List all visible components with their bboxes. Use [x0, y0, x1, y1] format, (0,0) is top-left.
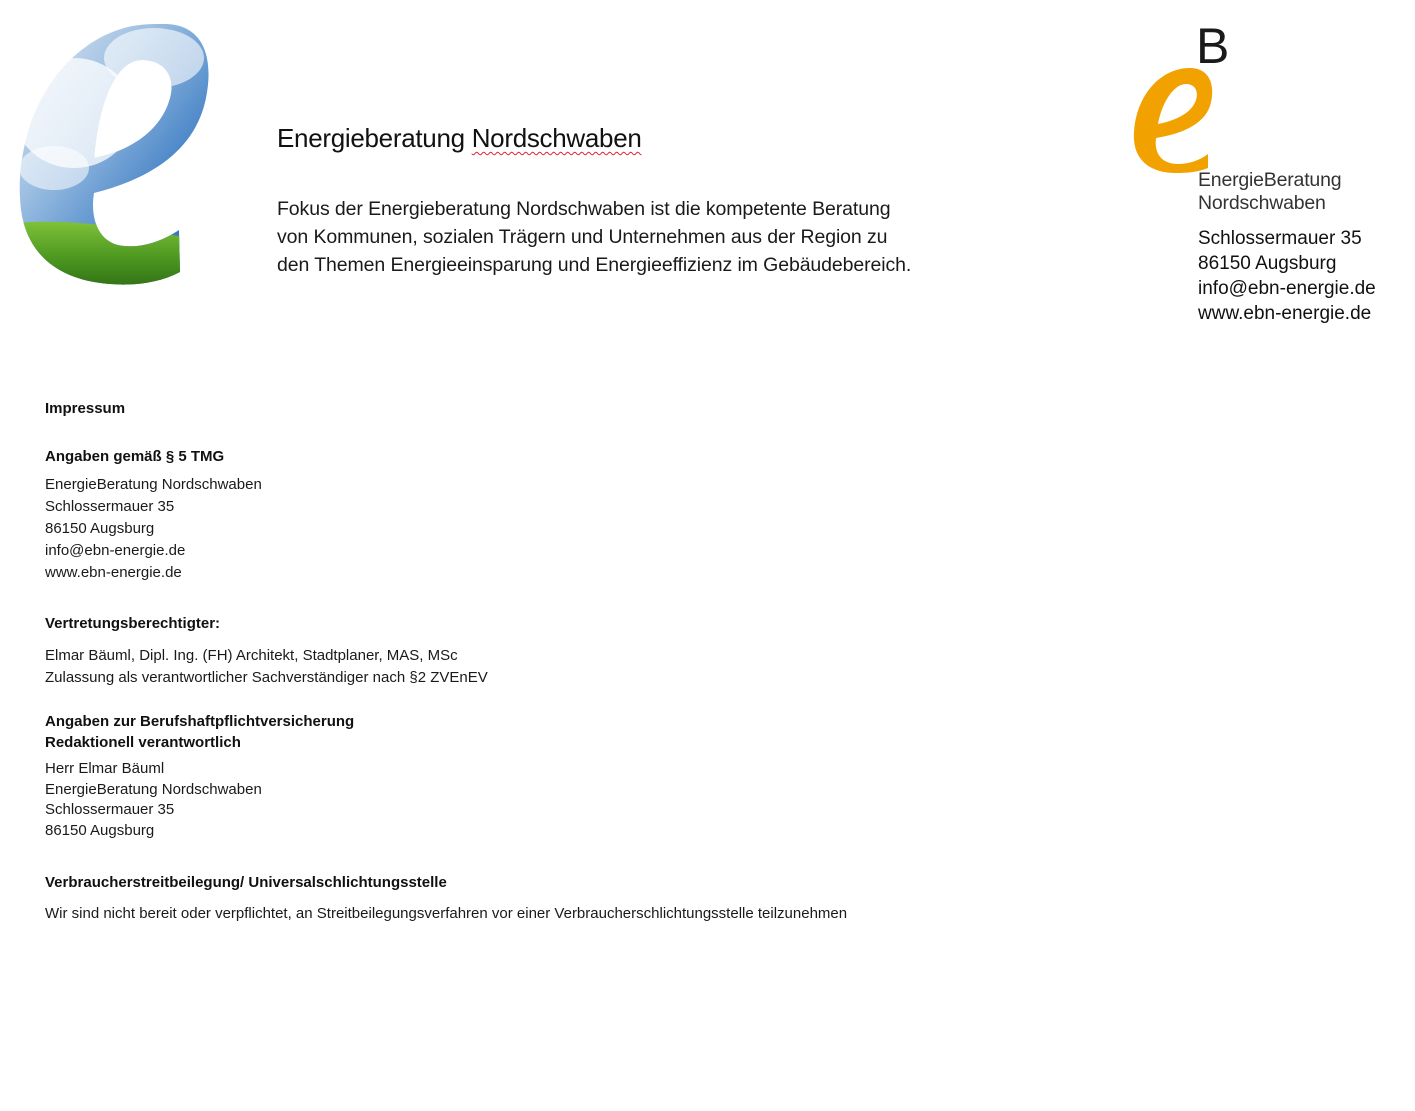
- intro-line: den Themen Energieeinsparung und Energieeffizienz im Gebäudebereich.: [277, 254, 912, 276]
- rep-line: Zulassung als verantwortlicher Sachverständiger nach §2 ZVEnEV: [45, 669, 488, 686]
- brand-line: Nordschwaben: [1198, 192, 1326, 214]
- dispute-text: Wir sind nicht bereit oder verpflichtet, an Streitbeilegungsverfahren vor einer Verbraucherschlichtungsstelle teilzunehmen: [45, 905, 848, 922]
- tmg-line: 86150 Augsburg: [45, 520, 155, 537]
- editorial-address: [45, 759, 262, 842]
- ebn-logo: [1130, 18, 1240, 178]
- impressum-heading: Impressum: [45, 400, 126, 417]
- logo-letter-e: [1134, 68, 1212, 173]
- dispute-heading: Verbraucherstreitbeilegung/ Universalschlichtungsstelle: [45, 874, 447, 891]
- tmg-address: [45, 474, 262, 584]
- intro-line: von Kommunen, sozialen Trägern und Unternehmen aus der Region zu: [277, 226, 888, 248]
- sky-e-logo: [14, 18, 219, 290]
- tmg-line: EnergieBeratung Nordschwaben: [45, 476, 262, 493]
- contact-street: Schlossermauer 35: [1198, 228, 1362, 249]
- editorial-line: Schlossermauer 35: [45, 801, 175, 819]
- intro-paragraph: [277, 195, 1037, 279]
- contact-web[interactable]: www.ebn-energie.de: [1198, 303, 1372, 324]
- representative-info: [45, 645, 488, 689]
- editorial-line: EnergieBeratung Nordschwaben: [45, 780, 262, 798]
- logo-letter-b: B: [1196, 18, 1230, 74]
- contact-email[interactable]: info@ebn-energie.de: [1198, 278, 1376, 299]
- title-part-1: Energieberatung: [277, 123, 465, 153]
- tmg-email[interactable]: info@ebn-energie.de: [45, 542, 186, 559]
- contact-city: 86150 Augsburg: [1198, 253, 1337, 274]
- brand-name: [1198, 169, 1341, 215]
- editorial-heading: Redaktionell verantwortlich: [45, 734, 241, 751]
- tmg-line: Schlossermauer 35: [45, 498, 175, 515]
- editorial-line: 86150 Augsburg: [45, 822, 155, 840]
- tmg-web[interactable]: www.ebn-energie.de: [45, 564, 182, 581]
- header-contact: [1198, 226, 1376, 326]
- rep-line: Elmar Bäuml, Dipl. Ing. (FH) Architekt, Stadtplaner, MAS, MSc: [45, 647, 458, 664]
- tmg-heading: Angaben gemäß § 5 TMG: [45, 448, 225, 465]
- page-title: [277, 123, 642, 154]
- title-part-2: Nordschwaben: [471, 123, 642, 153]
- intro-line: Fokus der Energieberatung Nordschwaben ist die kompetente Beratung: [277, 198, 891, 220]
- insurance-editorial-headings: [45, 711, 354, 753]
- editorial-line: Herr Elmar Bäuml: [45, 760, 165, 777]
- insurance-heading: Angaben zur Berufshaftpflichtversicherung: [45, 713, 355, 730]
- representative-heading: Vertretungsberechtigter:: [45, 615, 221, 632]
- brand-line: EnergieBeratung: [1198, 169, 1342, 191]
